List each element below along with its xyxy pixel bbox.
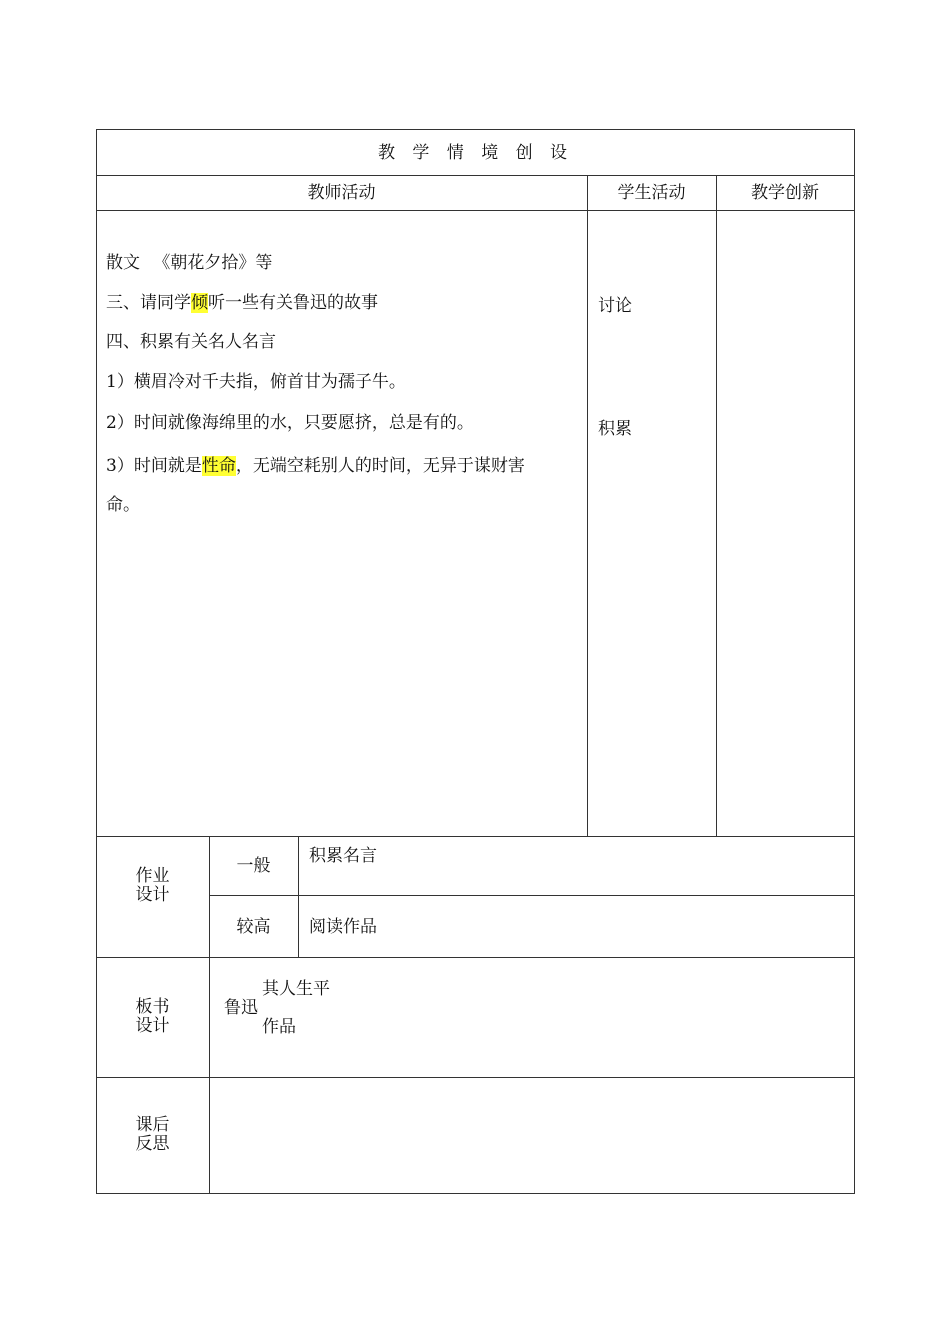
teacher-line-2-before: 三、请同学 bbox=[106, 293, 191, 313]
teacher-line-5: 2）时间就像海绵里的水，只要愿挤，总是有的。 bbox=[106, 413, 474, 433]
board-center-item: 鲁迅 bbox=[224, 998, 258, 1018]
homework-label bbox=[96, 867, 209, 905]
homework-advanced-label: 较高 bbox=[236, 917, 271, 937]
homework-label-line-2: 设计 bbox=[135, 885, 170, 905]
student-item-discuss: 讨论 bbox=[598, 296, 632, 316]
teacher-line-3: 四、积累有关名人名言 bbox=[106, 332, 276, 352]
reflection-label bbox=[96, 1116, 209, 1154]
student-item-accumulate: 积累 bbox=[598, 419, 632, 439]
row-divider-header bbox=[96, 175, 855, 176]
reflection-label-line-2: 反思 bbox=[135, 1134, 170, 1154]
teacher-line-1: 散文 《朝花夕拾》等 bbox=[106, 253, 273, 273]
header-student-activity: 学生活动 bbox=[617, 183, 686, 203]
table-border-right bbox=[854, 129, 855, 1194]
col-divider-level bbox=[298, 836, 299, 958]
teacher-line-7: 命。 bbox=[106, 495, 140, 515]
teacher-line-4: 1）横眉冷对千夫指，俯首甘为孺子牛。 bbox=[106, 372, 406, 392]
board-top-item: 其人生平 bbox=[262, 979, 330, 999]
section-title: 教 学 情 境 创 设 bbox=[377, 143, 574, 163]
homework-general-value: 积累名言 bbox=[309, 846, 377, 866]
col-divider-innovation bbox=[716, 175, 717, 837]
teacher-line-2-after: 听一些有关鲁迅的故事 bbox=[208, 293, 378, 313]
teacher-line-6 bbox=[106, 456, 525, 476]
board-label-line-2: 设计 bbox=[135, 1016, 170, 1036]
teacher-line-6-after: ，无端空耗别人的时间，无异于谋财害 bbox=[235, 456, 525, 476]
table-border-top bbox=[96, 129, 855, 130]
col-divider-label bbox=[209, 836, 210, 1194]
col-divider-student bbox=[587, 175, 588, 837]
highlighted-text: 性命 bbox=[201, 456, 236, 476]
teacher-line-6-before: 3）时间就是 bbox=[106, 456, 202, 476]
board-bottom-item: 作品 bbox=[262, 1017, 296, 1037]
row-divider-homework-inner bbox=[209, 895, 855, 896]
row-divider-columns bbox=[96, 210, 855, 211]
reflection-label-line-1: 课后 bbox=[135, 1115, 170, 1135]
homework-advanced-value: 阅读作品 bbox=[309, 917, 377, 937]
teacher-line-2 bbox=[106, 293, 378, 313]
board-label bbox=[96, 998, 209, 1036]
homework-label-line-1: 作业 bbox=[135, 866, 170, 886]
header-teaching-innovation: 教学创新 bbox=[751, 183, 819, 203]
board-label-line-1: 板书 bbox=[135, 997, 170, 1017]
highlighted-text: 倾 bbox=[191, 293, 208, 313]
homework-general-label: 一般 bbox=[236, 856, 271, 876]
header-teacher-activity: 教师活动 bbox=[307, 183, 376, 203]
